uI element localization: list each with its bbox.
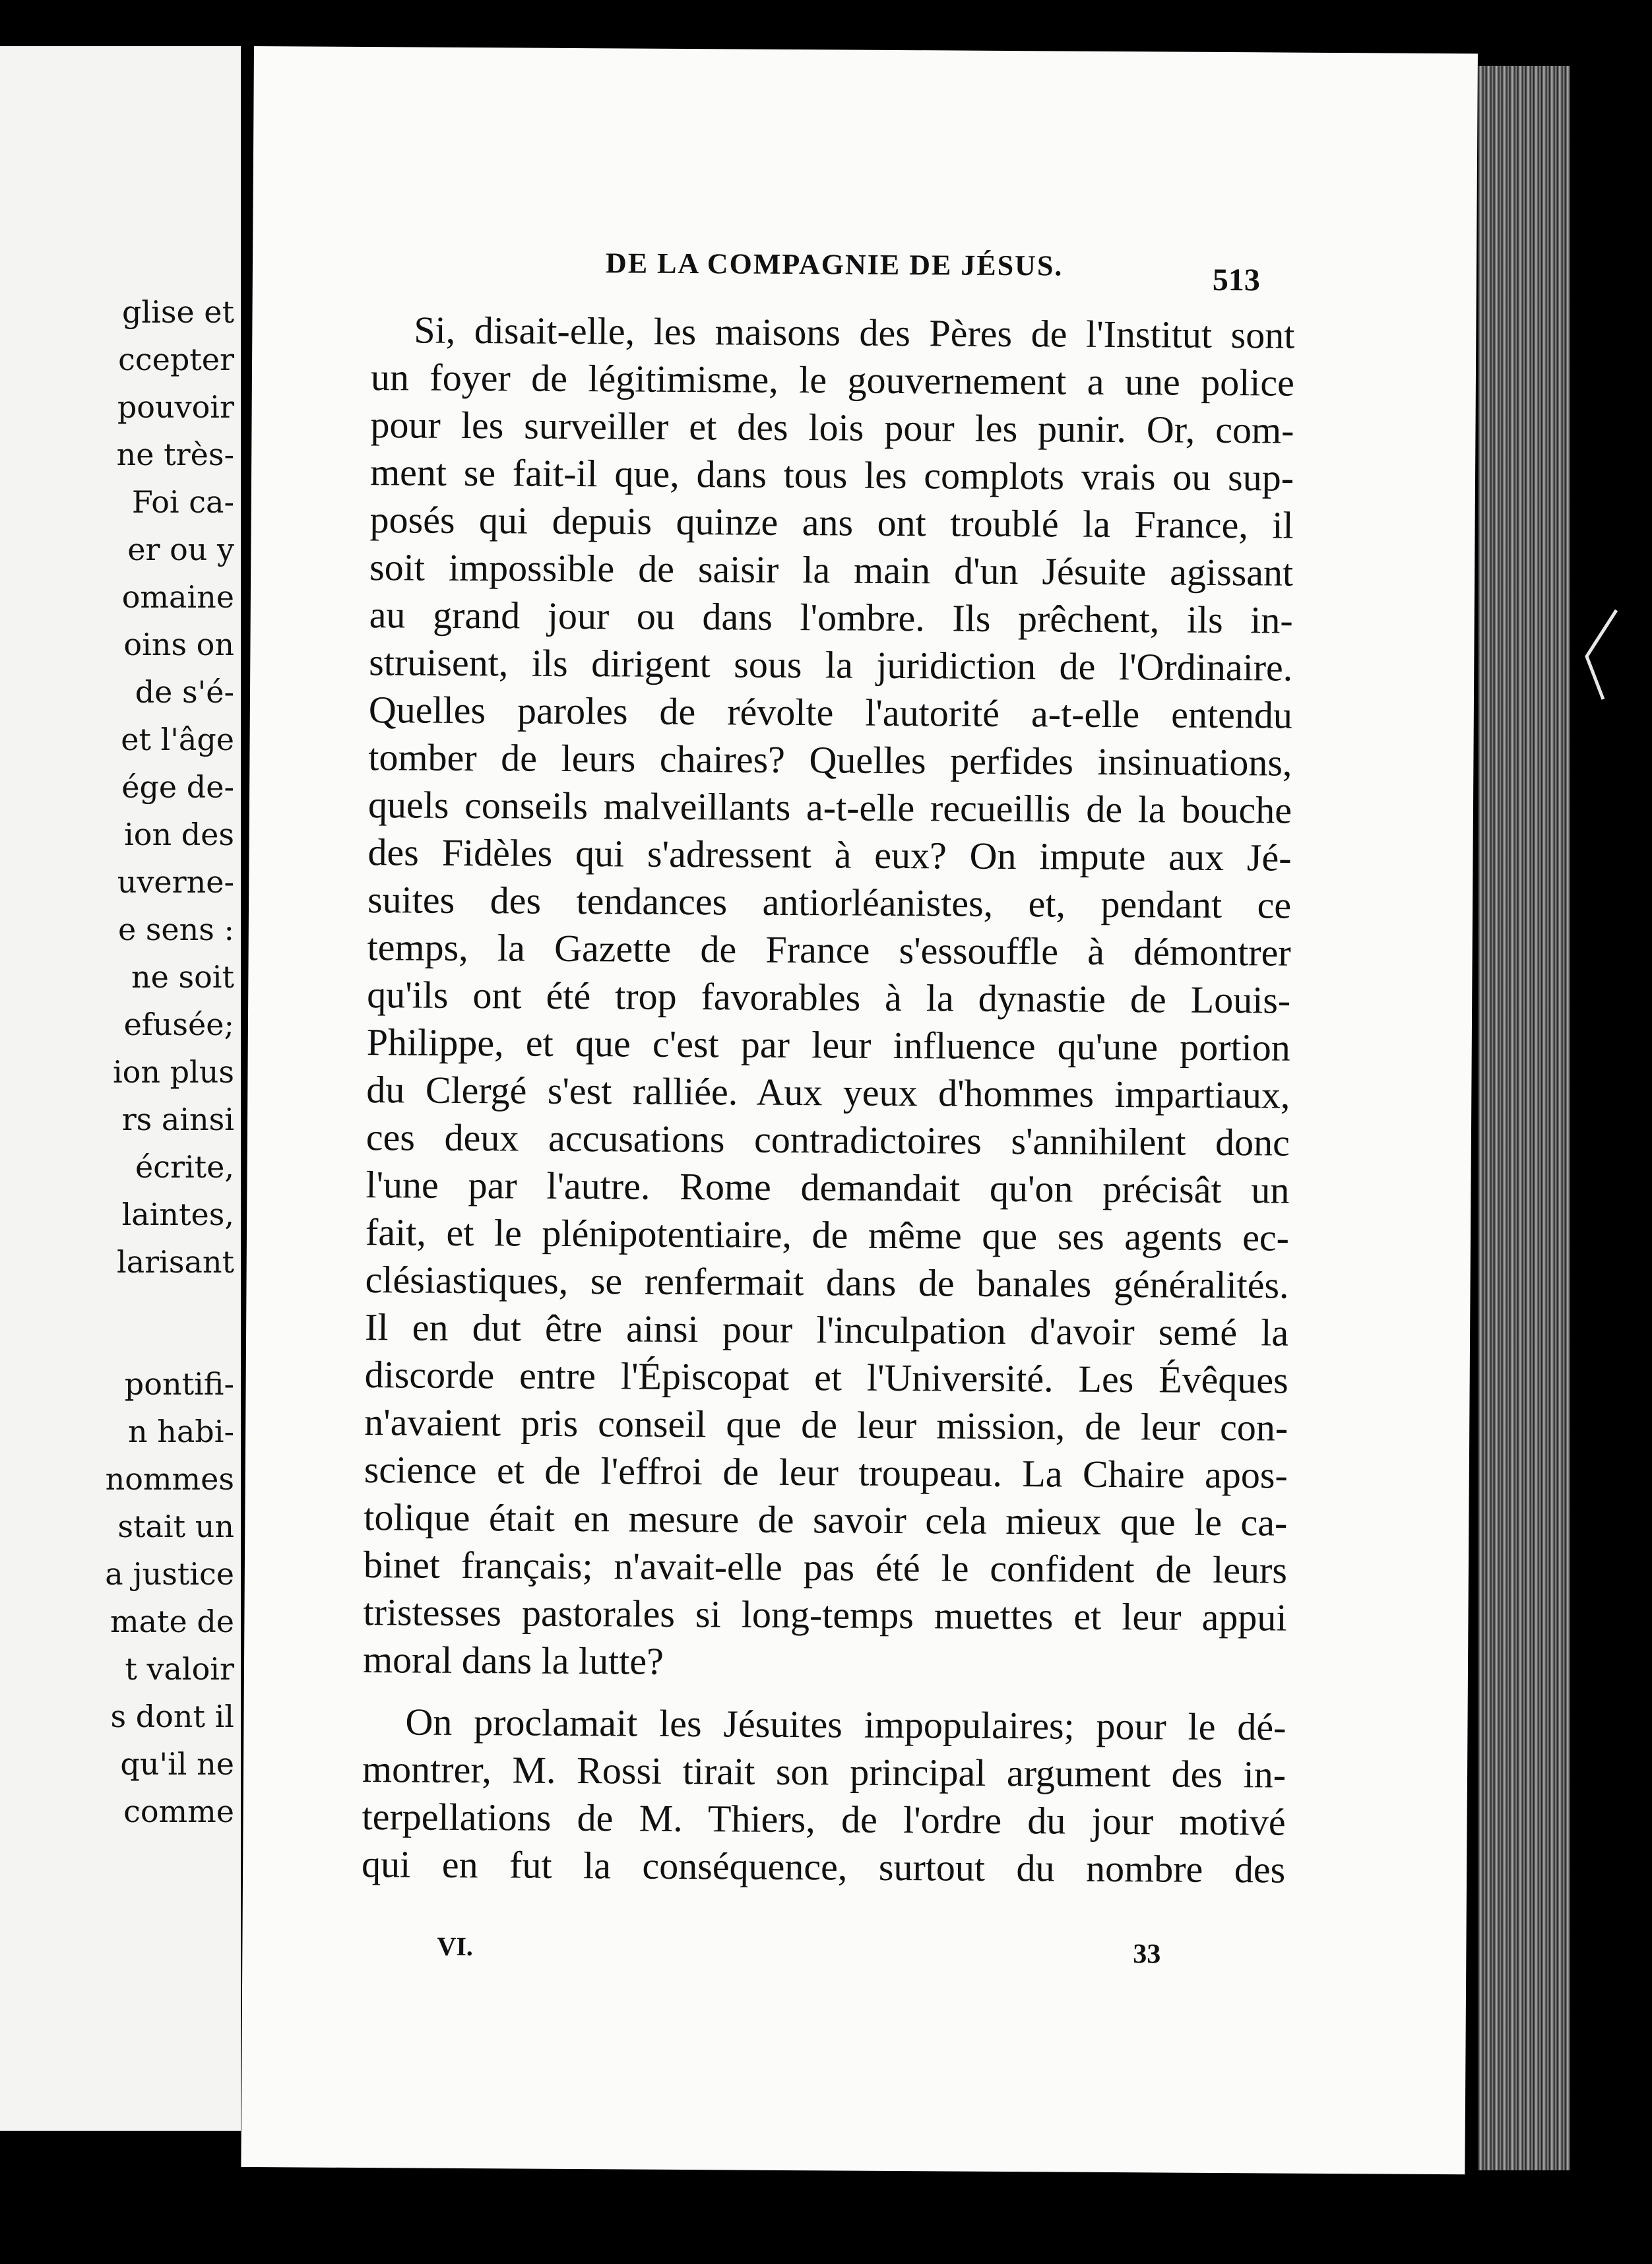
left-page-line: t valoir xyxy=(125,1651,234,1687)
bracket-mark-icon xyxy=(1580,607,1620,706)
left-page-line: qu'il ne xyxy=(120,1746,234,1782)
body-line: tristesses pastorales si long-temps muettes et leur appui xyxy=(363,1590,1287,1639)
page-number: 513 xyxy=(1212,262,1261,298)
left-page-line: ion des xyxy=(124,817,234,852)
left-page-line: s dont il xyxy=(110,1699,234,1734)
body-line: suites des tendances antiorléanistes, et, pendant ce xyxy=(367,878,1292,927)
left-page-line: Foi ca- xyxy=(131,484,234,520)
left-page-line: rs ainsi xyxy=(121,1102,234,1137)
body-line: ces deux accusations contradictoires s'annihilent donc xyxy=(365,1116,1290,1164)
left-page-line: efusée; xyxy=(123,1007,234,1042)
body-line: Il en dut être ainsi pour l'inculpation d'avoir semé la xyxy=(364,1305,1289,1354)
left-page-line: uverne- xyxy=(117,864,234,900)
left-page-line: oins on xyxy=(123,627,234,662)
left-page-line: et l'âge xyxy=(121,722,234,757)
left-page-line: er ou y xyxy=(127,532,234,567)
body-line: On proclamait les Jésuites impopulaires; pour le dé- xyxy=(405,1700,1287,1749)
left-page-line: écrite, xyxy=(135,1149,234,1185)
current-page xyxy=(241,46,1478,2174)
left-page-line: de s'é- xyxy=(135,674,234,710)
body-line: tolique était en mesure de savoir cela mieux que le ca- xyxy=(364,1495,1288,1544)
previous-page-fragment xyxy=(0,46,241,2131)
left-page-line: ne très- xyxy=(116,437,234,472)
left-page-line: n habi- xyxy=(128,1414,234,1449)
left-page-line: ion plus xyxy=(112,1054,234,1090)
left-page-line: mate de xyxy=(110,1604,234,1639)
body-line: Philippe, et que c'est par leur influence qu'une portion xyxy=(366,1021,1290,1069)
body-line: binet français; n'avait-elle pas été le confident de leurs xyxy=(363,1543,1288,1592)
body-line: Si, disait-elle, les maisons des Pères de l'Institut sont xyxy=(414,308,1295,357)
left-page-line: laintes, xyxy=(121,1197,234,1232)
body-line: montrer, M. Rossi tirait son principal argument des in- xyxy=(362,1747,1287,1796)
body-line: des Fidèles qui s'adressent à eux? On impute aux Jé- xyxy=(367,831,1292,879)
body-line: qu'ils ont été trop favorables à la dynastie de Louis- xyxy=(367,973,1291,1022)
body-line: Quelles paroles de révolte l'autorité a-t-elle entendu xyxy=(368,688,1293,737)
body-line: terpellations de M. Thiers, de l'ordre du jour motivé xyxy=(362,1795,1286,1844)
body-line: science et de l'effroi de leur troupeau. La Chaire apos- xyxy=(364,1448,1288,1497)
body-line: discorde entre l'Épiscopat et l'Université. Les Évêques xyxy=(364,1353,1288,1402)
left-page-line: a justice xyxy=(105,1556,234,1592)
left-page-line: larisant xyxy=(117,1244,234,1280)
left-page-line: nommes xyxy=(105,1461,234,1497)
running-title: DE LA COMPAGNIE DE JÉSUS. xyxy=(605,247,1064,282)
left-page-line: omaine xyxy=(121,579,234,615)
body-line: clésiastiques, se renfermait dans de banales généralités. xyxy=(365,1258,1289,1307)
body-line: tomber de leurs chaires? Quelles perfides insinuations, xyxy=(368,736,1292,784)
left-page-line: e sens : xyxy=(117,912,234,947)
left-page-line: ne soit xyxy=(131,959,234,995)
left-page-line: pontifi- xyxy=(124,1366,234,1402)
body-line: temps, la Gazette de France s'essouffle à démontrer xyxy=(367,926,1291,974)
signature-number: 33 xyxy=(1133,1939,1161,1970)
body-line: quels conseils malveillants a-t-elle recueillis de la bouche xyxy=(367,783,1292,832)
body-line: au grand jour ou dans l'ombre. Ils prêchent, ils in- xyxy=(369,593,1293,642)
left-page-line: comme xyxy=(123,1794,234,1829)
body-line: fait, et le plénipotentiaire, de même que ses agents ec- xyxy=(365,1211,1290,1259)
body-line: n'avaient pris conseil que de leur mission, de leur con- xyxy=(364,1400,1288,1449)
body-line: soit impossible de saisir la main d'un Jésuite agissant xyxy=(369,546,1294,594)
body-line: du Clergé s'est ralliée. Aux yeux d'hommes impartiaux, xyxy=(366,1068,1290,1117)
body-line: moral dans la lutte? xyxy=(362,1638,664,1683)
page-edge-texture xyxy=(1478,66,1570,2170)
body-line: ment se fait-il que, dans tous les complots vrais ou sup- xyxy=(369,451,1294,499)
body-line: l'une par l'autre. Rome demandait qu'on précisât un xyxy=(365,1163,1290,1212)
body-line: qui en fut la conséquence, surtout du nombre des xyxy=(361,1842,1286,1891)
body-line: struisent, ils dirigent sous la juridiction de l'Ordinaire. xyxy=(369,641,1293,689)
left-page-line: ége de- xyxy=(121,769,234,805)
left-page-line: ccepter xyxy=(118,342,234,377)
body-line: un foyer de légitimisme, le gouvernement a une police xyxy=(370,356,1295,404)
left-page-line: glise et xyxy=(121,294,234,330)
left-page-line: stait un xyxy=(117,1509,234,1544)
signature-mark: VI. xyxy=(437,1931,474,1962)
left-page-line: pouvoir xyxy=(117,389,234,425)
body-line: pour les surveiller et des lois pour les punir. Or, com- xyxy=(370,403,1294,452)
body-line: posés qui depuis quinze ans ont troublé la France, il xyxy=(369,498,1294,547)
